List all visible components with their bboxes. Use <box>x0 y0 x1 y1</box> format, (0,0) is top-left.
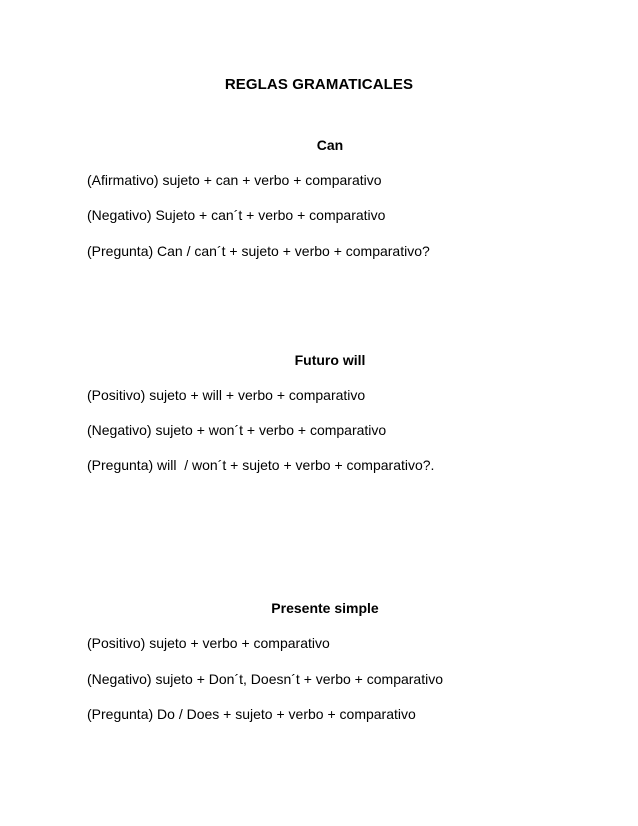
rule-presente-pregunta: (Pregunta) Do / Does + sujeto + verbo + comparativo <box>87 706 416 722</box>
rule-can-afirmativo: (Afirmativo) sujeto + can + verbo + comparativo <box>87 172 382 188</box>
section-heading-presente-simple: Presente simple <box>271 600 379 616</box>
rule-can-negativo: (Negativo) Sujeto + can´t + verbo + comparativo <box>87 207 386 223</box>
rule-will-positivo: (Positivo) sujeto + will + verbo + comparativo <box>87 387 366 403</box>
rule-will-pregunta: (Pregunta) will / won´t + sujeto + verbo + comparativo?. <box>87 457 435 473</box>
rule-presente-positivo: (Positivo) sujeto + verbo + comparativo <box>87 635 330 651</box>
rule-can-pregunta: (Pregunta) Can / can´t + sujeto + verbo + comparativo? <box>87 243 430 259</box>
rule-will-negativo: (Negativo) sujeto + won´t + verbo + comparativo <box>87 422 387 438</box>
section-heading-futuro-will: Futuro will <box>294 352 366 368</box>
rule-presente-negativo: (Negativo) sujeto + Don´t, Doesn´t + verbo + comparativo <box>87 671 444 687</box>
section-heading-can: Can <box>316 137 344 153</box>
document-title: REGLAS GRAMATICALES <box>224 76 414 93</box>
